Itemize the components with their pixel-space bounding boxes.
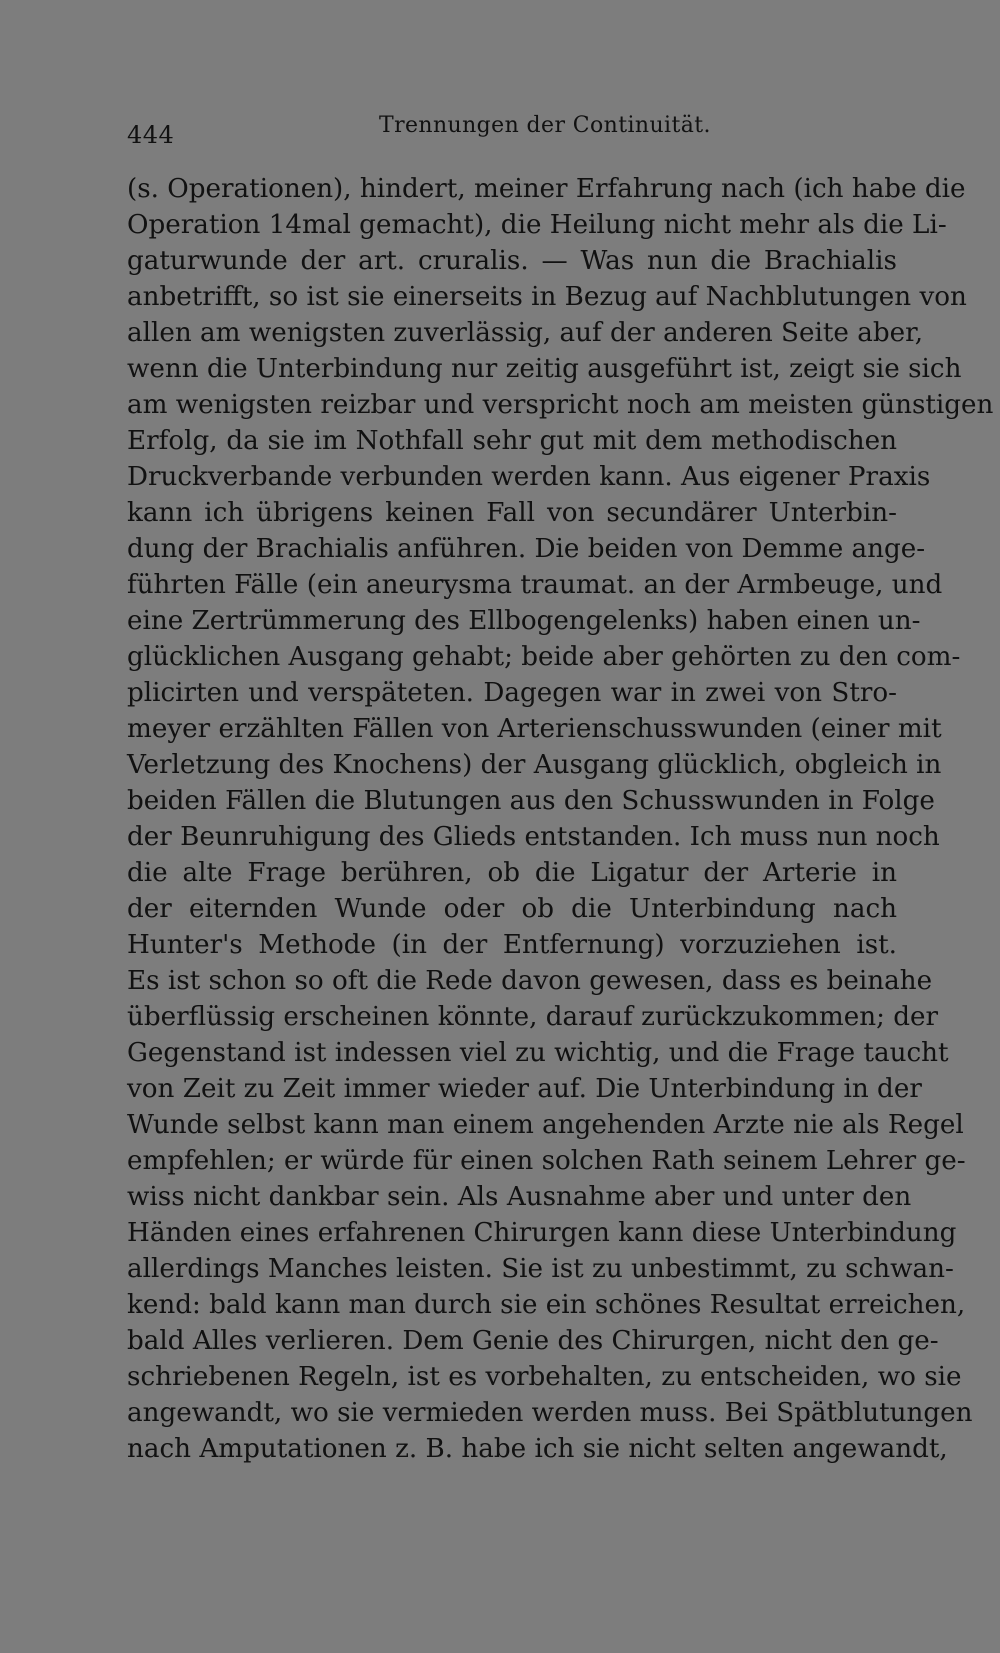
running-head: Trennungen der Continuität. [379, 113, 711, 138]
text-line: wiss nicht dankbar sein. Als Ausnahme aber und unter den [127, 1182, 912, 1212]
body-text [127, 171, 994, 1467]
text-line: von Zeit zu Zeit immer wieder auf. Die Unterbindung in der [127, 1074, 922, 1104]
page-header [127, 113, 907, 149]
text-line: kend: bald kann man durch sie ein schönes Resultat erreichen, [127, 1290, 966, 1320]
text-line: Erfolg, da sie im Nothfall sehr gut mit dem methodischen [127, 426, 897, 456]
text-line: meyer erzählten Fällen von Arterienschusswunden (einer mit [127, 714, 942, 744]
text-line: wenn die Unterbindung nur zeitig ausgeführt ist, zeigt sie sich [127, 354, 962, 384]
text-line: kann ich übrigens keinen Fall von secundärer Unterbin- [127, 498, 897, 528]
text-line: Es ist schon so oft die Rede davon gewesen, dass es beinahe [127, 966, 933, 996]
text-line: nach Amputationen z. B. habe ich sie nicht selten angewandt, [127, 1434, 948, 1464]
text-line: überflüssig erscheinen könnte, darauf zurückzukommen; der [127, 1002, 938, 1032]
text-line: Händen eines erfahrenen Chirurgen kann diese Unterbindung [127, 1218, 957, 1248]
text-line: Druckverbande verbunden werden kann. Aus eigener Praxis [127, 462, 931, 492]
text-line: der eiternden Wunde oder ob die Unterbindung nach [127, 894, 897, 924]
text-line: am wenigsten reizbar und verspricht noch am meisten günstigen [127, 390, 994, 420]
text-line: der Beunruhigung des Glieds entstanden. Ich muss nun noch [127, 822, 940, 852]
text-line: glücklichen Ausgang gehabt; beide aber gehörten zu den com- [127, 642, 961, 672]
text-line: Wunde selbst kann man einem angehenden Arzte nie als Regel [127, 1110, 964, 1140]
text-line: empfehlen; er würde für einen solchen Rath seinem Lehrer ge- [127, 1146, 966, 1176]
text-line: Verletzung des Knochens) der Ausgang glücklich, obgleich in [127, 750, 942, 780]
text-line: gaturwunde der art. cruralis. — Was nun die Brachialis [127, 246, 897, 276]
text-line: eine Zertrümmerung des Ellbogengelenks) haben einen un- [127, 606, 921, 636]
text-line: Gegenstand ist indessen viel zu wichtig, und die Frage taucht [127, 1038, 949, 1068]
text-line: Hunter's Methode (in der Entfernung) vorzuziehen ist. [127, 930, 897, 960]
text-line: angewandt, wo sie vermieden werden muss. Bei Spätblutungen [127, 1398, 973, 1428]
text-line: bald Alles verlieren. Dem Genie des Chirurgen, nicht den ge- [127, 1326, 939, 1356]
page-number: 444 [127, 121, 175, 149]
text-line: Operation 14mal gemacht), die Heilung nicht mehr als die Li- [127, 210, 947, 240]
text-line: beiden Fällen die Blutungen aus den Schusswunden in Folge [127, 786, 935, 816]
text-line: anbetrifft, so ist sie einerseits in Bezug auf Nachblutungen von [127, 282, 967, 312]
text-line: schriebenen Regeln, ist es vorbehalten, zu entscheiden, wo sie [127, 1362, 962, 1392]
text-line: führten Fälle (ein aneurysma traumat. an der Armbeuge, und [127, 570, 943, 600]
text-line: plicirten und verspäteten. Dagegen war in zwei von Stro- [127, 678, 897, 708]
text-line: allen am wenigsten zuverlässig, auf der anderen Seite aber, [127, 318, 924, 348]
text-line: dung der Brachialis anführen. Die beiden von Demme ange- [127, 534, 926, 564]
text-line: die alte Frage berühren, ob die Ligatur der Arterie in [127, 858, 897, 888]
text-line: allerdings Manches leisten. Sie ist zu unbestimmt, zu schwan- [127, 1254, 954, 1284]
text-line: (s. Operationen), hindert, meiner Erfahrung nach (ich habe die [127, 174, 966, 204]
